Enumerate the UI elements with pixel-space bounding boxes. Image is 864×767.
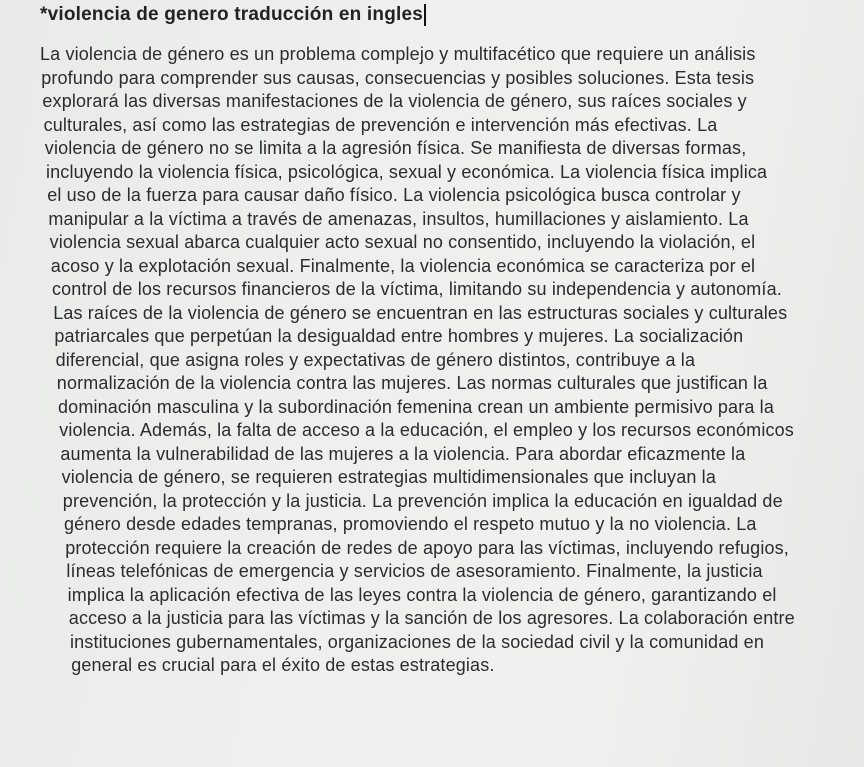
body-line: general es crucial para el éxito de estas estrategias. xyxy=(71,655,495,675)
body-line: profundo para comprender sus causas, consecuencias y posibles soluciones. Esta tesis xyxy=(41,67,755,88)
body-line: violencia. Además, la falta de acceso a la educación, el empleo y los recursos económicos xyxy=(59,420,794,440)
body-line: La violencia de género es un problema complejo y multifacético que requiere un análisis xyxy=(40,44,756,64)
body-line: control de los recursos financieros de la víctima, limitando su independencia y autonomía. xyxy=(52,279,782,299)
body-line: violencia de género no se limita a la agresión física. Se manifiesta de diversas formas, xyxy=(44,138,747,158)
prompt-input-line[interactable] xyxy=(40,4,426,26)
body-line: protección requiere la creación de redes de apoyo para las víctimas, incluyendo refugios, xyxy=(65,537,789,558)
body-line: líneas telefónicas de emergencia y servicios de asesoramiento. Finalmente, la justicia xyxy=(66,561,763,581)
body-line: acceso a la justicia para las víctimas y la sanción de los agresores. La colaboración entre xyxy=(68,608,795,628)
body-line: violencia de género, se requieren estrategias multidimensionales que incluyan la xyxy=(61,467,716,487)
body-line: prevención, la protección y la justicia. La prevención implica la educación en igualdad de xyxy=(62,490,783,511)
body-line: normalización de la violencia contra las mujeres. Las normas culturales que justifican la xyxy=(56,373,768,393)
body-line: violencia sexual abarca cualquier acto sexual no consentido, incluyendo la violación, el xyxy=(49,232,756,252)
body-line: dominación masculina y la subordinación femenina crean un ambiente permisivo para la xyxy=(58,396,774,417)
body-line: aumenta la vulnerabilidad de las mujeres a la violencia. Para abordar eficazmente la xyxy=(60,443,746,464)
body-line: el uso de la fuerza para causar daño físico. La violencia psicológica busca controlar y xyxy=(47,185,741,205)
prompt-text[interactable]: *violencia de genero traducción en ingles xyxy=(40,4,424,25)
body-line: implica la aplicación efectiva de las leyes contra la violencia de género, garantizando el xyxy=(67,584,777,605)
body-line: género desde edades tempranas, promoviendo el respeto mutuo y la no violencia. La xyxy=(64,514,757,534)
body-line: acoso y la explotación sexual. Finalmente, la violencia económica se caracteriza por el xyxy=(50,255,756,276)
body-line: culturales, así como las estrategias de prevención e intervención más efectivas. La xyxy=(43,114,718,135)
body-line: explorará las diversas manifestaciones de la violencia de género, sus raíces sociales y xyxy=(42,91,747,111)
body-line: patriarcales que perpetúan la desigualdad entre hombres y mujeres. La socialización xyxy=(54,326,744,346)
body-line: instituciones gubernamentales, organizaciones de la sociedad civil y la comunidad en xyxy=(70,631,765,652)
body-line: incluyendo la violencia física, psicológica, sexual y económica. La violencia física implica xyxy=(46,161,768,182)
body-line: manipular a la víctima a través de amenazas, insultos, humillaciones y aislamiento. La xyxy=(48,208,749,229)
text-cursor xyxy=(424,4,426,26)
body-line: Las raíces de la violencia de género se encuentran en las estructuras sociales y culturales xyxy=(53,302,788,323)
body-line: diferencial, que asigna roles y expectativas de género distintos, contribuye a la xyxy=(55,349,696,370)
